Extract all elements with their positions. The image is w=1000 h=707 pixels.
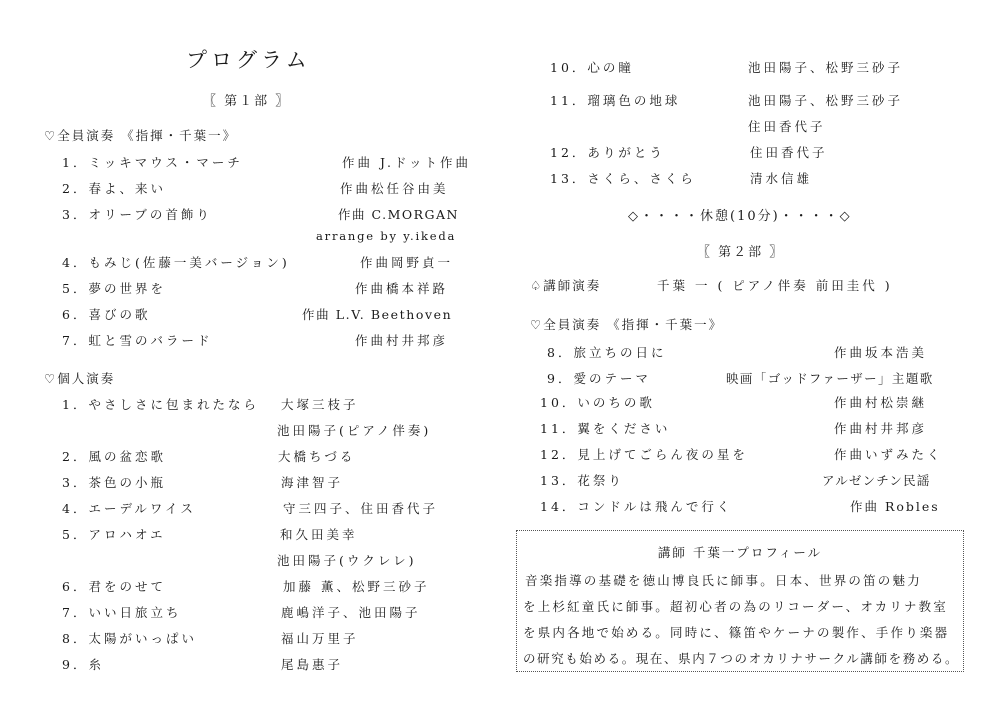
item-performer: 住田香代子 — [750, 145, 828, 160]
list-item — [540, 445, 748, 463]
item-performer: 大橋ちづる — [278, 449, 356, 464]
item-credit: 作曲村井邦彦 — [355, 333, 449, 348]
item-number: 8． — [62, 631, 89, 646]
list-item — [550, 91, 680, 109]
part1-heading: 〖 第１部 〗 — [203, 94, 291, 109]
item-credit: アルゼンチン民謡 — [822, 473, 931, 488]
item-title: エーデルワイス — [88, 501, 196, 516]
item-number: 5． — [62, 281, 89, 296]
item-number: 11． — [540, 421, 578, 436]
item-title: 春よ、来い — [88, 181, 166, 196]
list-item — [547, 369, 651, 387]
profile-line: の研究も始める。現在、県内７つのオカリナサークル講師を務める。 — [523, 651, 960, 666]
profile-line: を上杉紅童氏に師事。超初心者の為のリコーダー、オカリナ教室 — [523, 599, 948, 614]
item-arrangement: arrange by y.ikeda — [316, 229, 457, 243]
lecturer-profile-box — [516, 530, 964, 672]
item-title: 太陽がいっぱい — [88, 631, 197, 646]
item-title: 愛のテーマ — [573, 371, 651, 386]
item-number: 11． — [550, 93, 588, 108]
list-item — [540, 393, 655, 411]
item-performer: 住田香代子 — [748, 119, 826, 134]
item-number: 3． — [62, 475, 89, 490]
item-title: 君をのせて — [88, 579, 166, 594]
item-number: 2． — [62, 181, 89, 196]
item-credit: 作曲松任谷由美 — [340, 181, 449, 196]
item-number: 9． — [62, 657, 89, 672]
item-number: 12． — [550, 145, 588, 160]
item-number: 2． — [62, 449, 89, 464]
part2-heading: 〖 第２部 〗 — [697, 245, 785, 260]
item-performer: 海津智子 — [281, 475, 344, 490]
item-performer: 尾島惠子 — [281, 657, 344, 672]
list-item — [540, 419, 670, 437]
item-title: 見上げてごらん夜の星を — [577, 447, 748, 462]
profile-title: 講師 千葉一プロフィール — [657, 545, 823, 560]
list-item — [62, 331, 212, 349]
item-credit: 作曲 Robles — [850, 499, 940, 514]
part1-all-section-heading: ♡全員演奏 《指揮・千葉一》 — [44, 128, 238, 143]
item-title: 糸 — [88, 657, 104, 672]
item-number: 10． — [550, 60, 588, 75]
item-credit: 作曲 J.ドット作曲 — [342, 155, 471, 170]
item-title: もみじ(佐藤一美バージョン) — [88, 255, 290, 270]
item-number: 6． — [62, 579, 89, 594]
item-performer: 池田陽子(ピアノ伴奏) — [277, 423, 432, 438]
list-item — [62, 577, 166, 595]
item-number: 7． — [62, 333, 89, 348]
item-title: ミッキマウス・マーチ — [88, 155, 243, 170]
item-performer: 池田陽子、松野三砂子 — [748, 60, 904, 75]
list-item — [540, 471, 624, 489]
item-credit: 作曲橋本祥路 — [355, 281, 449, 296]
item-title: 瑠璃色の地球 — [587, 93, 681, 108]
item-number: 4． — [62, 255, 89, 270]
item-credit: 作曲 L.V. Beethoven — [302, 307, 453, 322]
item-performer: 和久田美幸 — [280, 527, 358, 542]
item-title: オリーブの首飾り — [88, 207, 212, 222]
item-performer: 鹿嶋洋子、池田陽子 — [281, 605, 421, 620]
lecturer-performance-label: ♤講師演奏 — [530, 278, 602, 293]
profile-line: を県内各地で始める。同時に、篠笛やケーナの製作、手作り楽器 — [523, 625, 950, 640]
item-performer: 大塚三枝子 — [281, 397, 359, 412]
item-number: 8． — [547, 345, 574, 360]
list-item — [547, 343, 666, 361]
lecturer-performance-value: 千葉 一 ( ピアノ伴奏 前田圭代 ) — [657, 278, 893, 293]
item-title: いい日旅立ち — [88, 605, 182, 620]
item-number: 13． — [550, 171, 588, 186]
item-performer: 福山万里子 — [281, 631, 359, 646]
item-title: 心の瞳 — [587, 60, 634, 75]
item-credit: 作曲村井邦彦 — [834, 421, 928, 436]
list-item — [62, 179, 166, 197]
item-number: 1． — [62, 155, 89, 170]
part2-all-section-heading: ♡全員演奏 《指揮・千葉一》 — [530, 317, 724, 332]
part1-solo-section-heading: ♡個人演奏 — [44, 371, 116, 386]
item-title: 喜びの歌 — [88, 307, 151, 322]
item-title: 夢の世界を — [88, 281, 166, 296]
list-item — [62, 253, 290, 271]
item-number: 14． — [540, 499, 578, 514]
item-credit: 作曲 C.MORGAN — [338, 207, 459, 222]
list-item — [550, 169, 696, 187]
list-item — [62, 205, 212, 223]
item-credit: 作曲坂本浩美 — [834, 345, 928, 360]
item-title: いのちの歌 — [577, 395, 655, 410]
item-performer: 加藤 薫、松野三砂子 — [283, 579, 430, 594]
item-number: 4． — [62, 501, 89, 516]
item-title: 旅立ちの日に — [573, 345, 667, 360]
item-performer: 池田陽子(ウクレレ) — [277, 553, 417, 568]
list-item — [540, 497, 732, 515]
list-item — [62, 603, 181, 621]
item-number: 7． — [62, 605, 89, 620]
item-title: 茶色の小瓶 — [88, 475, 166, 490]
item-number: 9． — [547, 371, 574, 386]
list-item — [62, 279, 166, 297]
list-item — [62, 153, 243, 171]
item-title: さくら、さくら — [587, 171, 696, 186]
item-title: アロハオエ — [88, 527, 166, 542]
list-item — [550, 58, 634, 76]
item-number: 10． — [540, 395, 578, 410]
list-item — [62, 499, 196, 517]
item-number: 5． — [62, 527, 89, 542]
list-item — [62, 395, 259, 413]
page-title: プログラム — [186, 48, 311, 72]
item-number: 12． — [540, 447, 578, 462]
intermission-line: ◇・・・・休憩(10分)・・・・◇ — [628, 209, 852, 224]
list-item — [62, 473, 166, 491]
list-item — [62, 525, 165, 543]
item-credit: 作曲いずみたく — [834, 447, 943, 462]
list-item — [62, 655, 104, 673]
item-credit: 映画「ゴッドファーザー」主題歌 — [726, 371, 934, 386]
item-credit: 作曲村松崇継 — [834, 395, 928, 410]
item-credit: 作曲岡野貞一 — [360, 255, 454, 270]
item-performer: 清水信雄 — [750, 171, 813, 186]
item-title: 風の盆恋歌 — [88, 449, 166, 464]
item-number: 3． — [62, 207, 89, 222]
list-item — [550, 143, 665, 161]
item-title: コンドルは飛んで行く — [577, 499, 733, 514]
profile-line: 音楽指導の基礎を徳山博良氏に師事。日本、世界の笛の魅力 — [525, 573, 922, 588]
item-number: 1． — [62, 397, 89, 412]
list-item — [62, 447, 166, 465]
item-title: 花祭り — [577, 473, 624, 488]
list-item — [62, 305, 150, 323]
item-title: 虹と雪のバラード — [88, 333, 213, 348]
item-title: やさしさに包まれたなら — [88, 397, 259, 412]
item-title: 翼をください — [577, 421, 671, 436]
item-number: 6． — [62, 307, 89, 322]
item-title: ありがとう — [587, 145, 665, 160]
item-performer: 守三四子、住田香代子 — [283, 501, 439, 516]
list-item — [62, 629, 197, 647]
item-number: 13． — [540, 473, 578, 488]
item-performer: 池田陽子、松野三砂子 — [748, 93, 904, 108]
